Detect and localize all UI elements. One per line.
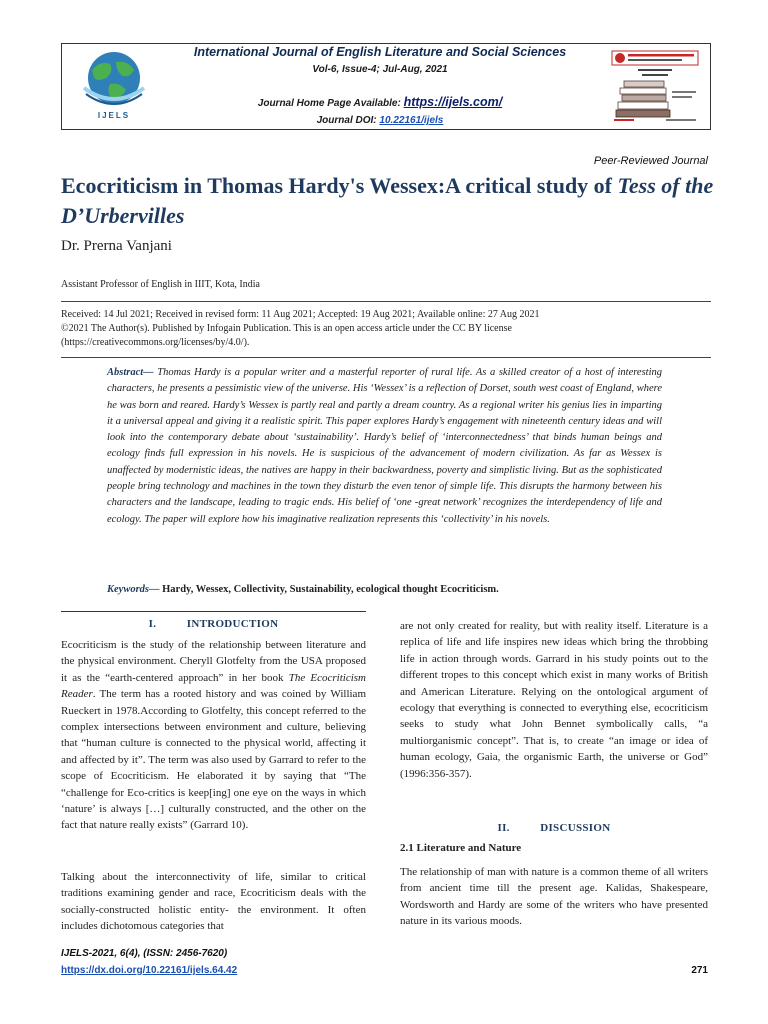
copyright-notice: ©2021 The Author(s). Published by Infogain Publication. This is an open access article under the CC BY license [61, 323, 512, 334]
footer-citation: IJELS-2021, 6(4), (ISSN: 2456-7620) [61, 948, 228, 959]
divider [61, 611, 366, 612]
divider [61, 357, 711, 358]
paragraph-text: . The term has a rooted history and was coined by William Rueckert in 1978.According to Glotfelty, this concept referred to the complex intersections between environment and culture, believing that “human culture is connected to the physical world, affecting it and affected by it”. The term was also used by Garrard to refer to the scope of Ecocriticism. He elaborated it by saying that “The “challenge for Eco-critics is keep[ing] one eye on the ways in which ‘nature’ is always […] culturally constructed, and the other on the fact that nature really exists” (Garrard 10). [61, 688, 366, 832]
paragraph [61, 637, 366, 834]
section-number: II. [497, 822, 510, 834]
journal-issue: Vol-6, Issue-4; Jul-Aug, 2021 [312, 64, 448, 75]
section-heading-introduction [61, 618, 366, 630]
divider [61, 301, 711, 302]
license-link[interactable]: https://creativecommons.org/licenses/by/4.0/ [64, 337, 244, 348]
journal-doi-line [160, 115, 600, 126]
section-title: INTRODUCTION [186, 618, 279, 630]
article-title [61, 171, 721, 231]
paragraph: are not only created for reality, but with reality itself. Literature is a replica of life and life inspires new ideas which bring the throbbing life in action through words. Garrard in his study points out to the different tropes to this concept which exist in many works of British and American Literature. Relying on the ontological argument of ecology that everything is connected to everything else, ecocriticism seeks to study what John Bennet symbolically calls, “a multiorganismic concept”. That is, to create “an image or idea of human ecology, Gaia, the organismic Earth, the universe or God” (1996:356-357). [400, 620, 708, 780]
article-title-main: Ecocriticism in Thomas Hardy's Wessex:A critical study of [61, 173, 612, 198]
keywords-label: Keywords— [107, 584, 160, 595]
journal-home-line [160, 95, 600, 109]
author-affiliation: Assistant Professor of English in IIIT, Kota, India [61, 279, 260, 290]
section-title: DISCUSSION [540, 822, 611, 834]
journal-cover-books-icon [610, 49, 700, 124]
book-title: The Ecocriticism Reader [61, 671, 366, 701]
peer-reviewed-label: Peer-Reviewed Journal [593, 155, 708, 167]
page-number: 271 [691, 965, 708, 976]
keywords [107, 582, 662, 597]
abstract-label: Abstract— [107, 367, 154, 378]
journal-home-link[interactable]: https://ijels.com/ [403, 95, 503, 109]
logo-text: IJELS [97, 111, 131, 120]
section-number: I. [148, 618, 157, 630]
journal-name: International Journal of English Literature and Social Sciences [193, 45, 567, 59]
author-name: Dr. Prerna Vanjani [61, 238, 172, 254]
article-title-italic: Tess of the D’Urbervilles [61, 173, 714, 228]
license-line: (https://creativecommons.org/licenses/by/4.0/). [61, 337, 250, 348]
paragraph: The relationship of man with nature is a common theme of all writers from ancient time till the present age. Kalidas, Shakespeare, Wordsworth and Hardy are some of the writers who have presented nature in its various moods. [400, 866, 708, 928]
article-dates: Received: 14 Jul 2021; Received in revised form: 11 Aug 2021; Accepted: 19 Aug 2021; Available online: 27 Aug 2021 [61, 309, 540, 320]
abstract-text: Thomas Hardy is a popular writer and a masterful reporter of rural life. As a skilled creator of a host of interesting characters, he presents a pessimistic view of the universe. His ‘Wessex’ is a reflection of Dorset, south west coast of England, where he was born and reared. Hardy’s Wessex is partly real and partly a dream country. As a regional writer his genius lies in imparting it a universal appeal and giving it a realistic spirit. This paper explores Hardy’s engagement with nineteenth century ideas and will look into the contemporary debate about ‘sustainability’. Hardy’s belief of ‘interconnectedness’ that binds human beings and ecology finds full expression in his novels. He is suspicious of the advancement of modern civilization. As far as Wessex is unaffected by modernistic ideas, the natives are happy in their backwardness, poverty and simplistic living. But as the sophisticated people bring technology and machines in the town they disturb the even tenor of simple life. This disrupts the harmony between his characters and the landscape, leading to tragic ends. His belief of ‘one -great network’ recognizes the interdependency of life and ecology. The paper will explore how his imaginative realization represents this ‘collectivity’ in his novels. [107, 367, 663, 525]
abstract [107, 365, 662, 528]
paragraph-text: Ecocriticism is the study of the relationship between literature and the physical environment. Cheryll Glotfelty from the USA proposed it as the “earth-centered approach” in her book [61, 639, 366, 684]
journal-doi-link[interactable]: 10.22161/ijels [379, 115, 444, 126]
paragraph: Talking about the interconnectivity of life, similar to critical traditions examining gender and race, Ecocriticism deals with the socially-constructed holistic entity- the environment. It often includes dichotomous categories that [61, 871, 366, 933]
subsection-heading: 2.1 Literature and Nature [400, 842, 522, 854]
article-dates-block [61, 308, 711, 350]
journal-doi-label: Journal DOI: [316, 115, 377, 126]
keywords-text: Hardy, Wessex, Collectivity, Sustainability, ecological thought Ecocriticism. [162, 584, 499, 595]
journal-home-label: Journal Home Page Available: [257, 98, 401, 109]
section-heading-discussion [400, 822, 708, 834]
footer-doi-link[interactable]: https://dx.doi.org/10.22161/ijels.64.42 [61, 965, 238, 976]
